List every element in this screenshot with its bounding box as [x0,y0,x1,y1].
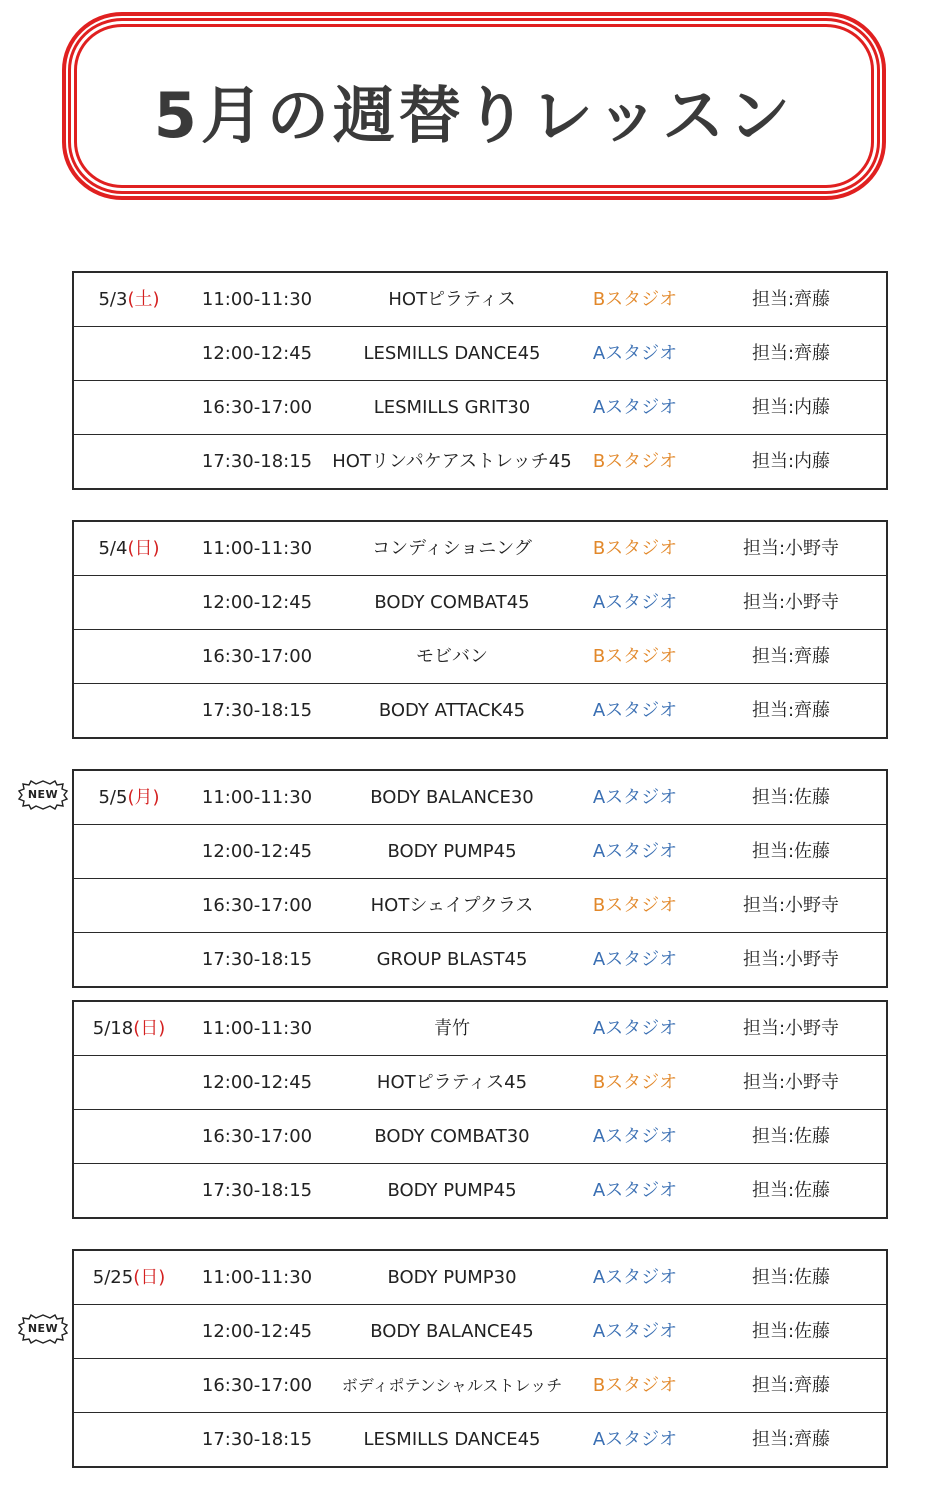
studio-label: Aスタジオ [592,841,678,862]
lesson-name: BODY ATTACK45 [378,700,526,721]
lesson-name: LESMILLS DANCE45 [363,343,541,364]
lesson-name: BODY PUMP45 [387,841,517,862]
schedule-block-day [72,271,888,490]
instructor-label: 担当:内藤 [751,397,831,418]
lesson-row [74,1163,886,1217]
instructor-label: 担当:齊藤 [751,646,831,667]
schedule-block-day [72,769,888,988]
time-slot: 11:00-11:30 [201,289,313,310]
instructor-label: 担当:佐藤 [751,1126,831,1147]
lesson-name: BODY COMBAT45 [374,592,530,613]
lesson-name: GROUP BLAST45 [376,949,528,970]
lesson-name: BODY PUMP45 [387,1180,517,1201]
new-badge-label: NEW [27,788,59,801]
lesson-name: 青竹 [434,1018,470,1039]
schedule-block-day [72,520,888,739]
time-slot: 17:30-18:15 [201,1429,313,1450]
lesson-row [74,1109,886,1163]
time-slot: 16:30-17:00 [201,895,313,916]
studio-label: Bスタジオ [592,451,678,472]
date-label: 5/5(月) [98,787,160,808]
time-slot: 12:00-12:45 [201,841,313,862]
instructor-label: 担当:佐藤 [751,1180,831,1201]
lesson-row [74,932,886,986]
time-slot: 12:00-12:45 [201,1072,313,1093]
lesson-name: HOTピラティス45 [376,1072,528,1093]
instructor-label: 担当:佐藤 [751,787,831,808]
time-slot: 17:30-18:15 [201,1180,313,1201]
studio-label: Aスタジオ [592,1126,678,1147]
lesson-name: BODY COMBAT30 [374,1126,530,1147]
page-title: 5月の週替りレッスン [153,79,795,152]
time-slot: 16:30-17:00 [201,646,313,667]
time-slot: 11:00-11:30 [201,1018,313,1039]
studio-label: Aスタジオ [592,1429,678,1450]
time-slot: 12:00-12:45 [201,592,313,613]
date-label: 5/4(日) [98,538,160,559]
time-slot: 11:00-11:30 [201,538,313,559]
studio-label: Aスタジオ [592,787,678,808]
time-slot: 11:00-11:30 [201,787,313,808]
studio-label: Bスタジオ [592,538,678,559]
instructor-label: 担当:佐藤 [751,841,831,862]
lesson-row [74,683,886,737]
time-slot: 16:30-17:00 [201,1375,313,1396]
lesson-name: ボディポテンシャルストレッチ [341,1376,563,1395]
lesson-row [74,771,886,824]
instructor-label: 担当:小野寺 [742,1018,840,1039]
lesson-row [74,522,886,575]
lesson-name: BODY BALANCE30 [370,787,534,808]
studio-label: Aスタジオ [592,700,678,721]
lesson-row [74,326,886,380]
lesson-row [74,1412,886,1466]
date-label: 5/25(日) [92,1267,166,1288]
lesson-row [74,629,886,683]
studio-label: Aスタジオ [592,949,678,970]
instructor-label: 担当:小野寺 [742,592,840,613]
lesson-row [74,824,886,878]
studio-label: Aスタジオ [592,1321,678,1342]
studio-label: Aスタジオ [592,592,678,613]
studio-label: Bスタジオ [592,289,678,310]
lesson-name: HOTリンパケアストレッチ45 [332,451,572,472]
lesson-name: モビバン [416,646,488,667]
studio-label: Bスタジオ [592,895,678,916]
time-slot: 17:30-18:15 [201,451,313,472]
schedule-block-day [72,1249,888,1468]
instructor-label: 担当:小野寺 [742,949,840,970]
instructor-label: 担当:小野寺 [742,1072,840,1093]
lesson-row [74,1002,886,1055]
lesson-name: BODY PUMP30 [387,1267,517,1288]
title-banner [62,12,886,200]
studio-label: Bスタジオ [592,1072,678,1093]
instructor-label: 担当:齊藤 [751,1375,831,1396]
time-slot: 16:30-17:00 [201,1126,313,1147]
lesson-row [74,1055,886,1109]
lesson-name: コンディショニング [372,538,532,559]
date-label: 5/3(土) [98,289,160,310]
studio-label: Aスタジオ [592,1180,678,1201]
lesson-row [74,1358,886,1412]
time-slot: 17:30-18:15 [201,949,313,970]
studio-label: Aスタジオ [592,343,678,364]
instructor-label: 担当:小野寺 [742,895,840,916]
lesson-name: BODY BALANCE45 [370,1321,534,1342]
studio-label: Aスタジオ [592,1018,678,1039]
lesson-row [74,273,886,326]
studio-label: Bスタジオ [592,1375,678,1396]
lesson-row [74,380,886,434]
time-slot: 11:00-11:30 [201,1267,313,1288]
lesson-row [74,434,886,488]
lesson-name: HOTピラティス [388,289,516,310]
instructor-label: 担当:小野寺 [742,538,840,559]
lesson-row [74,575,886,629]
lesson-name: HOTシェイプクラス [370,895,534,916]
lesson-row [74,1304,886,1358]
lesson-row [74,1251,886,1304]
time-slot: 17:30-18:15 [201,700,313,721]
time-slot: 16:30-17:00 [201,397,313,418]
studio-label: Bスタジオ [592,646,678,667]
time-slot: 12:00-12:45 [201,343,313,364]
schedule-block-day [72,1000,888,1219]
lesson-row [74,878,886,932]
instructor-label: 担当:内藤 [751,451,831,472]
instructor-label: 担当:齊藤 [751,289,831,310]
studio-label: Aスタジオ [592,1267,678,1288]
instructor-label: 担当:齊藤 [751,1429,831,1450]
instructor-label: 担当:佐藤 [751,1267,831,1288]
instructor-label: 担当:齊藤 [751,700,831,721]
instructor-label: 担当:佐藤 [751,1321,831,1342]
instructor-label: 担当:齊藤 [751,343,831,364]
new-badge [18,1314,68,1344]
lesson-name: LESMILLS GRIT30 [373,397,531,418]
new-badge-label: NEW [27,1322,59,1335]
time-slot: 12:00-12:45 [201,1321,313,1342]
lesson-name: LESMILLS DANCE45 [363,1429,541,1450]
date-label: 5/18(日) [92,1018,166,1039]
studio-label: Aスタジオ [592,397,678,418]
new-badge [18,780,68,810]
